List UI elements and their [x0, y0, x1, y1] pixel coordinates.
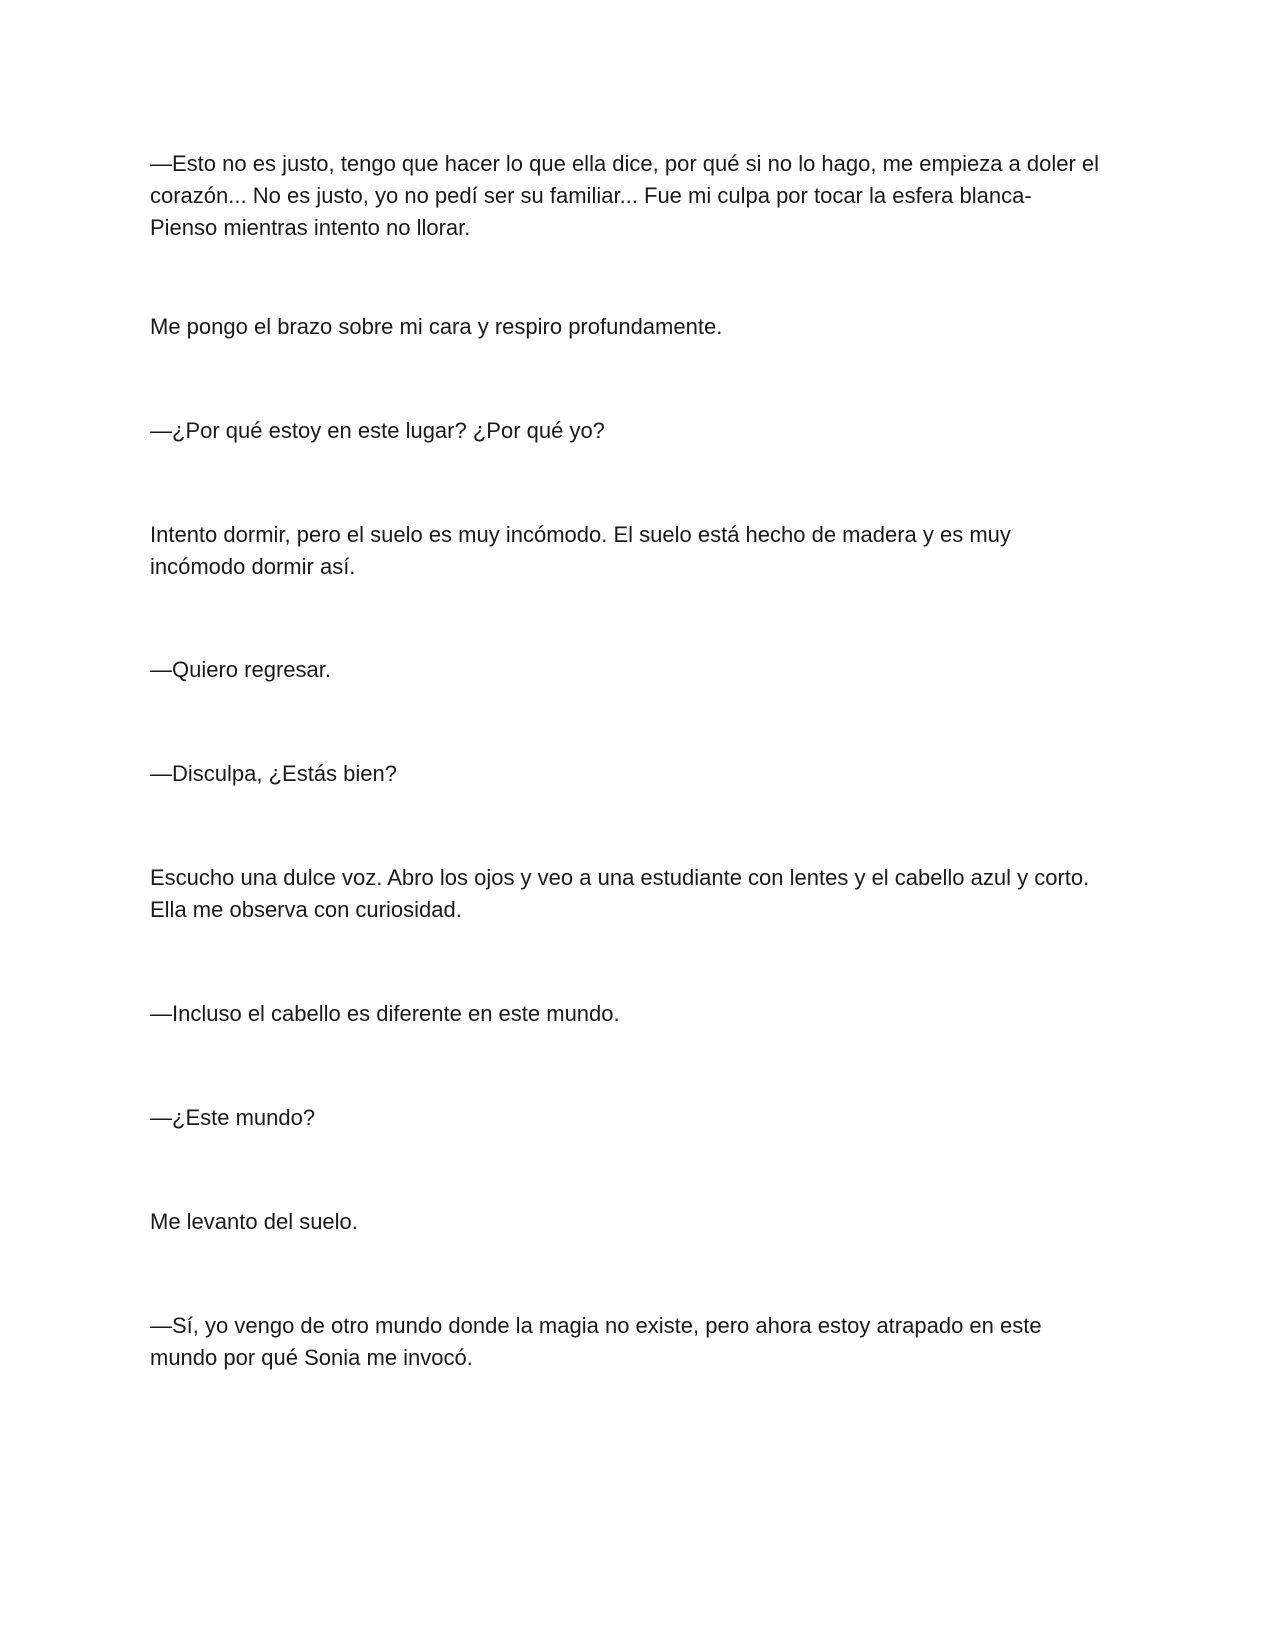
paragraph	[150, 862, 1140, 926]
paragraph	[150, 415, 1140, 447]
text-line: mundo por qué Sonia me invocó.	[150, 1345, 473, 1370]
text-line: Pienso mientras intento no llorar.	[150, 215, 471, 240]
text-line: —Esto no es justo, tengo que hacer lo que ella dice, por qué si no lo hago, me empieza a doler el	[150, 151, 1100, 176]
paragraph	[150, 1206, 1140, 1238]
text-line: Ella me observa con curiosidad.	[150, 897, 462, 922]
paragraph	[150, 654, 1140, 686]
text-line: —Incluso el cabello es diferente en este mundo.	[150, 1001, 620, 1026]
text-line: —¿Por qué estoy en este lugar? ¿Por qué yo?	[150, 418, 605, 443]
paragraph	[150, 1310, 1140, 1374]
paragraph	[150, 519, 1140, 583]
paragraph	[150, 148, 1140, 244]
text-line: —Quiero regresar.	[150, 657, 331, 682]
text-line: Intento dormir, pero el suelo es muy incómodo. El suelo está hecho de madera y es muy	[150, 522, 1011, 547]
text-line: —¿Este mundo?	[150, 1105, 316, 1130]
paragraph	[150, 758, 1140, 790]
text-line: Me pongo el brazo sobre mi cara y respiro profundamente.	[150, 314, 723, 339]
text-line: Me levanto del suelo.	[150, 1209, 358, 1234]
text-line: corazón... No es justo, yo no pedí ser su familiar... Fue mi culpa por tocar la esfera blanca-	[150, 183, 1032, 208]
text-line: —Disculpa, ¿Estás bien?	[150, 761, 397, 786]
text-line: incómodo dormir así.	[150, 554, 356, 579]
text-line: Escucho una dulce voz. Abro los ojos y veo a una estudiante con lentes y el cabello azul y corto.	[150, 865, 1090, 890]
paragraph	[150, 1102, 1140, 1134]
text-line: —Sí, yo vengo de otro mundo donde la magia no existe, pero ahora estoy atrapado en este	[150, 1313, 1042, 1338]
paragraph	[150, 998, 1140, 1030]
paragraph	[150, 311, 1140, 343]
